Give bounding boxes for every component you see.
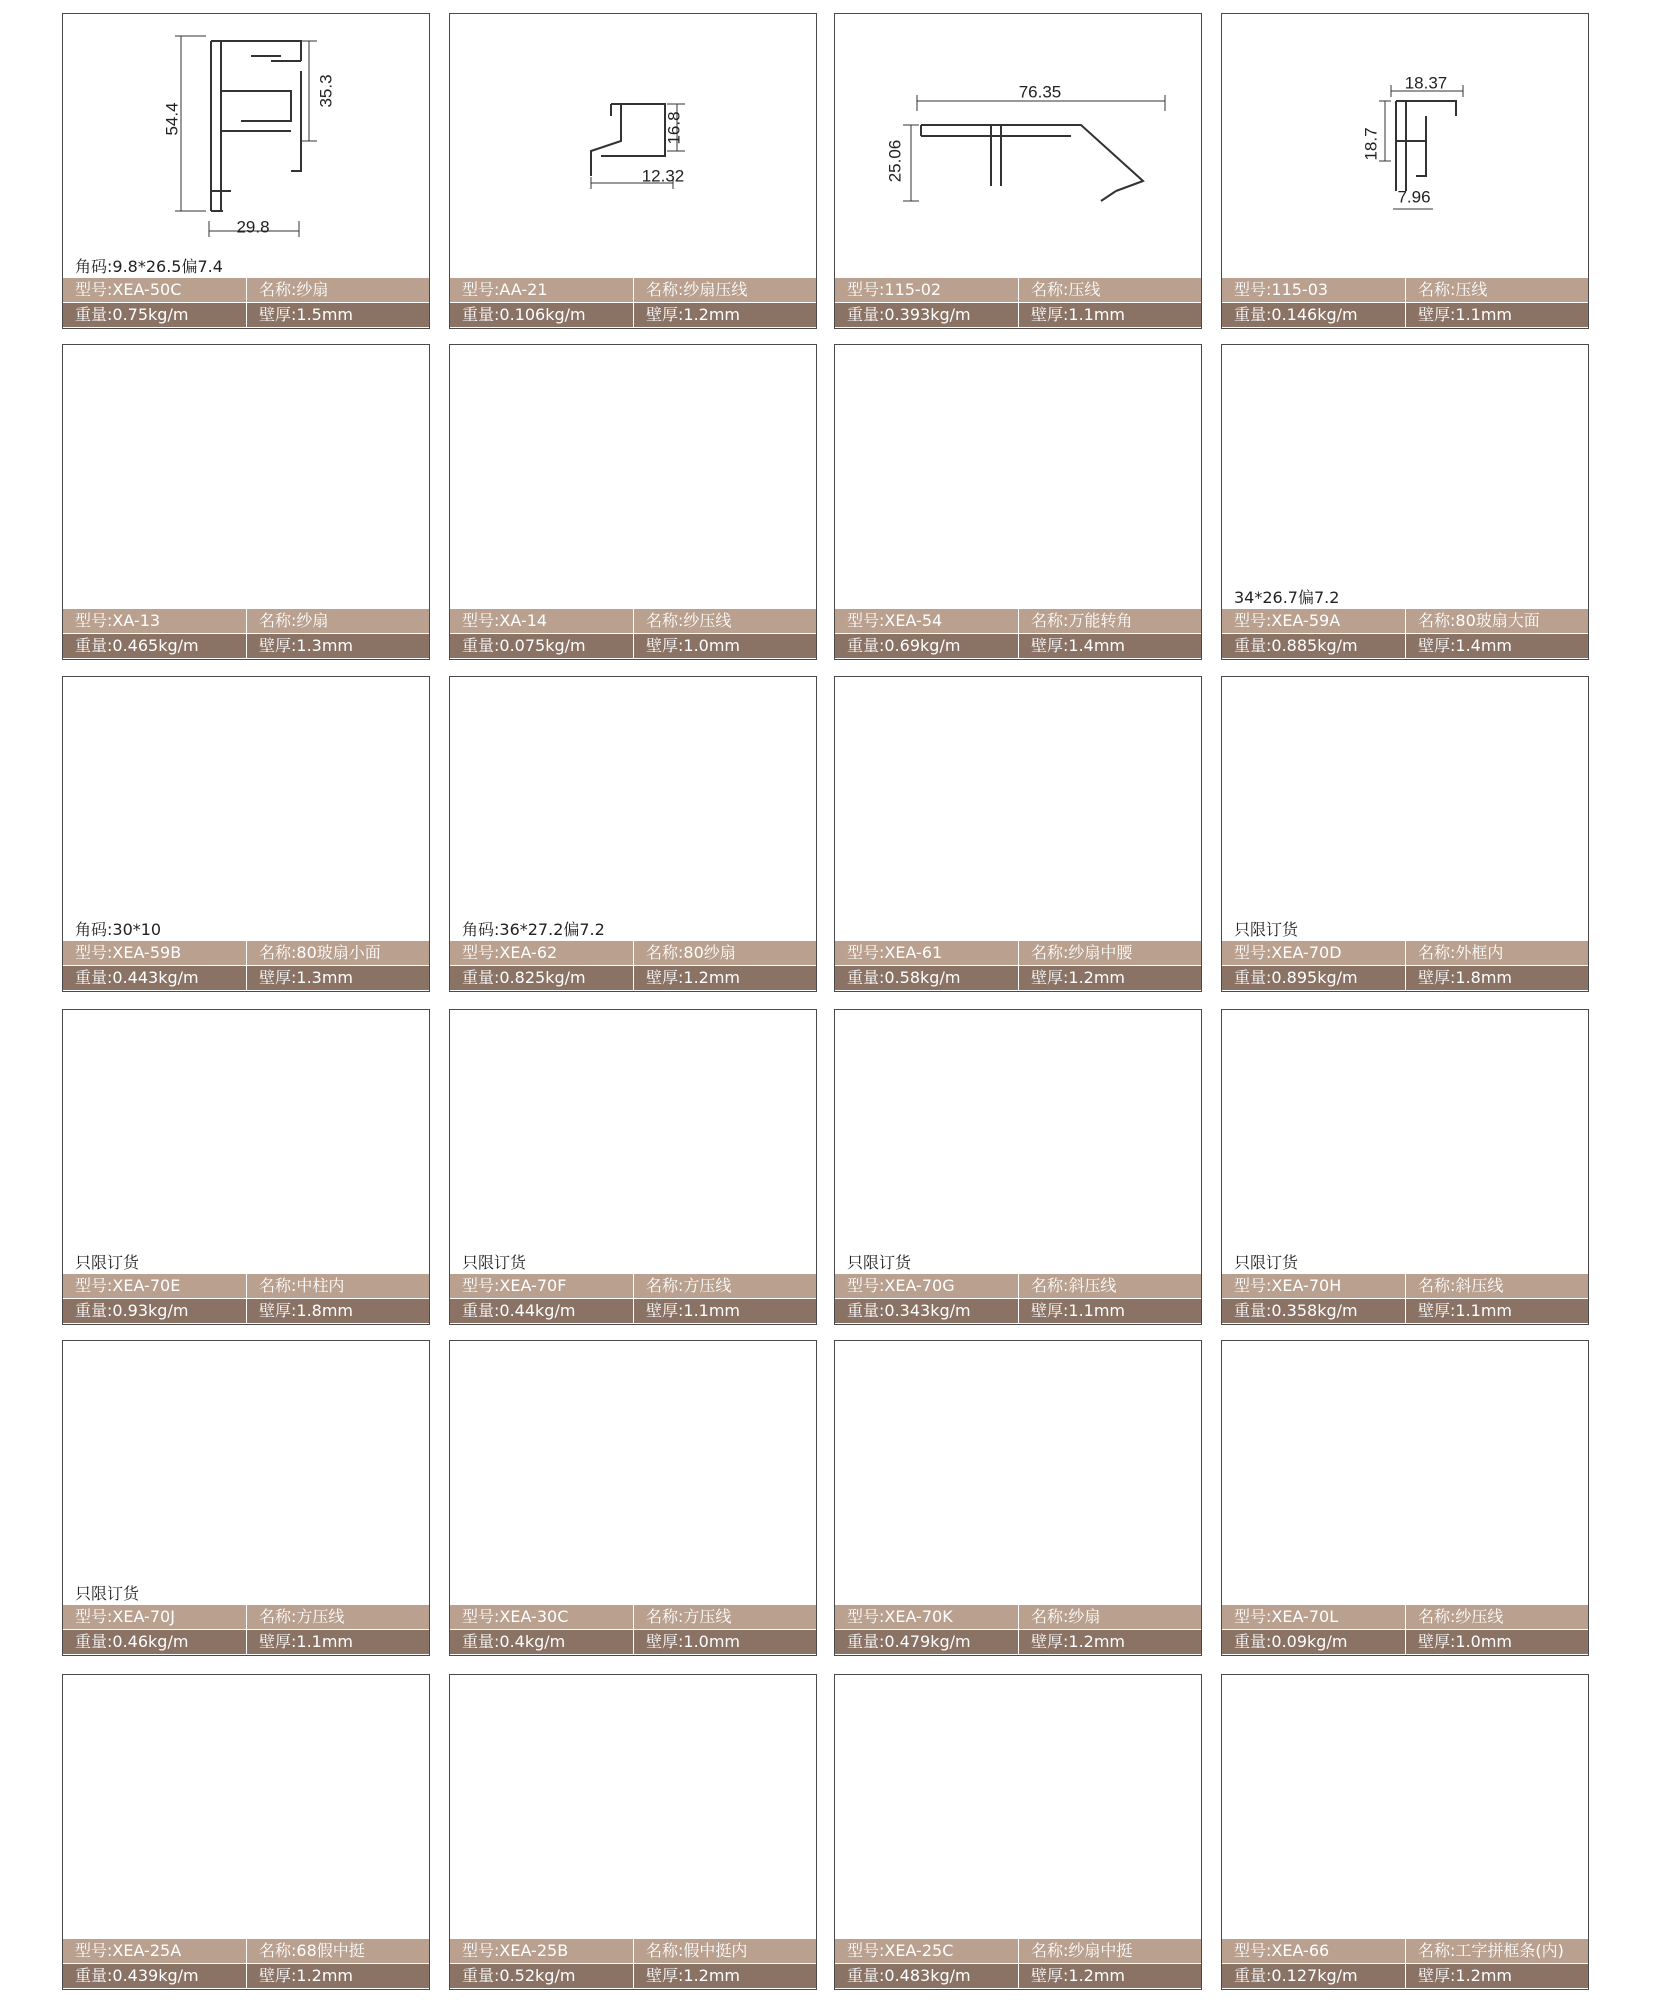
wall-thickness: 壁厚:1.1mm bbox=[1405, 303, 1588, 327]
weight-value: 重量:0.46kg/m bbox=[75, 1632, 189, 1651]
profile-name: 名称:纱扇中腰 bbox=[1018, 941, 1201, 965]
weight-value: 重量:0.358kg/m bbox=[1234, 1301, 1358, 1320]
info-row-weight bbox=[835, 1630, 1201, 1654]
profile-drawing bbox=[1222, 345, 1587, 609]
profile-card bbox=[1221, 1009, 1589, 1325]
dimension-label: 35.3 bbox=[316, 74, 336, 108]
profile-name: 名称:纱扇 bbox=[246, 278, 429, 302]
model-number: 型号:XEA-70E bbox=[75, 1276, 181, 1295]
info-row-weight bbox=[1222, 1299, 1588, 1323]
wall-thickness: 壁厚:1.0mm bbox=[633, 634, 816, 658]
profile-drawing bbox=[63, 14, 428, 278]
profile-name: 名称:压线 bbox=[1405, 278, 1588, 302]
profile-name: 名称:方压线 bbox=[633, 1274, 816, 1298]
profile-name: 名称:方压线 bbox=[633, 1605, 816, 1629]
profile-drawing bbox=[1222, 1341, 1587, 1605]
profile-drawing bbox=[450, 1010, 815, 1274]
model-number: 型号:XA-14 bbox=[462, 611, 548, 630]
wall-thickness: 壁厚:1.1mm bbox=[1018, 1299, 1201, 1323]
profile-name: 名称:纱扇 bbox=[1018, 1605, 1201, 1629]
info-row-weight bbox=[450, 1299, 816, 1323]
weight-value: 重量:0.106kg/m bbox=[462, 305, 586, 324]
dimension-label: 29.8 bbox=[236, 217, 270, 237]
note-text: 只限订货 bbox=[1234, 920, 1299, 939]
profile-card bbox=[834, 676, 1202, 992]
note-text: 角码:30*10 bbox=[75, 920, 162, 939]
info-row-weight bbox=[1222, 1630, 1588, 1654]
weight-value: 重量:0.69kg/m bbox=[847, 636, 961, 655]
profile-drawing bbox=[63, 1341, 428, 1605]
profile-drawing bbox=[835, 1341, 1200, 1605]
profile-name: 名称:方压线 bbox=[246, 1605, 429, 1629]
profile-card bbox=[834, 344, 1202, 660]
wall-thickness: 壁厚:1.1mm bbox=[633, 1299, 816, 1323]
note-text: 只限订货 bbox=[75, 1253, 140, 1272]
wall-thickness: 壁厚:1.8mm bbox=[1405, 966, 1588, 990]
info-row-model bbox=[835, 1939, 1201, 1963]
note-text: 角码:36*27.2偏7.2 bbox=[462, 920, 605, 939]
weight-value: 重量:0.146kg/m bbox=[1234, 305, 1358, 324]
info-row-model bbox=[1222, 1605, 1588, 1629]
profile-drawing bbox=[835, 345, 1200, 609]
info-row-model bbox=[835, 1605, 1201, 1629]
profile-drawing bbox=[1222, 1010, 1587, 1274]
model-number: 型号:XEA-62 bbox=[462, 943, 558, 962]
profile-card bbox=[449, 1340, 817, 1656]
profile-drawing bbox=[450, 1675, 815, 1939]
model-number: 型号:XEA-25B bbox=[462, 1941, 569, 1960]
info-row-weight bbox=[450, 1964, 816, 1988]
weight-value: 重量:0.439kg/m bbox=[75, 1966, 199, 1985]
wall-thickness: 壁厚:1.2mm bbox=[633, 303, 816, 327]
info-row-model bbox=[63, 1274, 429, 1298]
profile-name: 名称:纱压线 bbox=[633, 609, 816, 633]
profile-drawing bbox=[63, 677, 428, 941]
info-row-model bbox=[63, 1605, 429, 1629]
model-number: 型号:XEA-70J bbox=[75, 1607, 175, 1626]
info-row-model bbox=[1222, 941, 1588, 965]
info-row-weight bbox=[63, 634, 429, 658]
model-number: 型号:AA-21 bbox=[462, 280, 548, 299]
profile-card bbox=[62, 676, 430, 992]
wall-thickness: 壁厚:1.0mm bbox=[1405, 1630, 1588, 1654]
profile-card bbox=[1221, 676, 1589, 992]
dimension-label: 16.8 bbox=[664, 111, 684, 145]
wall-thickness: 壁厚:1.1mm bbox=[1018, 303, 1201, 327]
model-number: 型号:XEA-30C bbox=[462, 1607, 569, 1626]
weight-value: 重量:0.483kg/m bbox=[847, 1966, 971, 1985]
info-row-weight bbox=[450, 634, 816, 658]
wall-thickness: 壁厚:1.2mm bbox=[633, 966, 816, 990]
dimension-label: 18.7 bbox=[1361, 127, 1381, 161]
wall-thickness: 壁厚:1.1mm bbox=[1405, 1299, 1588, 1323]
info-row-model bbox=[63, 609, 429, 633]
wall-thickness: 壁厚:1.3mm bbox=[246, 634, 429, 658]
weight-value: 重量:0.75kg/m bbox=[75, 305, 189, 324]
profile-card bbox=[834, 1674, 1202, 1990]
info-row-model bbox=[1222, 1939, 1588, 1963]
profile-name: 名称:斜压线 bbox=[1405, 1274, 1588, 1298]
note-text: 只限订货 bbox=[462, 1253, 527, 1272]
info-row-model bbox=[1222, 609, 1588, 633]
model-number: 型号:XEA-70K bbox=[847, 1607, 953, 1626]
profile-drawing bbox=[450, 345, 815, 609]
wall-thickness: 壁厚:1.4mm bbox=[1018, 634, 1201, 658]
wall-thickness: 壁厚:1.0mm bbox=[633, 1630, 816, 1654]
info-row-model bbox=[835, 1274, 1201, 1298]
profile-drawing bbox=[835, 1675, 1200, 1939]
model-number: 型号:XEA-25A bbox=[75, 1941, 182, 1960]
profile-card bbox=[834, 13, 1202, 329]
info-row-model bbox=[63, 941, 429, 965]
profile-card bbox=[1221, 344, 1589, 660]
profile-drawing bbox=[1222, 1675, 1587, 1939]
wall-thickness: 壁厚:1.4mm bbox=[1405, 634, 1588, 658]
profile-name: 名称:压线 bbox=[1018, 278, 1201, 302]
profile-name: 名称:纱压线 bbox=[1405, 1605, 1588, 1629]
info-row-weight bbox=[63, 1630, 429, 1654]
info-row-weight bbox=[450, 1630, 816, 1654]
model-number: 型号:XEA-70H bbox=[1234, 1276, 1342, 1295]
info-row-weight bbox=[835, 1964, 1201, 1988]
wall-thickness: 壁厚:1.3mm bbox=[246, 966, 429, 990]
info-row-weight bbox=[1222, 966, 1588, 990]
profile-name: 名称:斜压线 bbox=[1018, 1274, 1201, 1298]
model-number: 型号:115-03 bbox=[1234, 280, 1329, 299]
profile-drawing bbox=[63, 1675, 428, 1939]
info-row-model bbox=[450, 1274, 816, 1298]
profile-drawing bbox=[835, 14, 1200, 278]
model-number: 型号:XEA-70D bbox=[1234, 943, 1342, 962]
info-row-model bbox=[450, 1939, 816, 1963]
note-text: 34*26.7偏7.2 bbox=[1234, 588, 1340, 607]
model-number: 型号:XEA-70G bbox=[847, 1276, 955, 1295]
wall-thickness: 壁厚:1.2mm bbox=[1405, 1964, 1588, 1988]
profile-name: 名称:80玻扇小面 bbox=[246, 941, 429, 965]
profile-name: 名称:80纱扇 bbox=[633, 941, 816, 965]
weight-value: 重量:0.443kg/m bbox=[75, 968, 199, 987]
info-row-model bbox=[450, 278, 816, 302]
profile-card bbox=[449, 676, 817, 992]
profile-name: 名称:纱扇 bbox=[246, 609, 429, 633]
info-row-weight bbox=[835, 634, 1201, 658]
note-text: 只限订货 bbox=[847, 1253, 912, 1272]
profile-name: 名称:工字拼框条(内) bbox=[1405, 1939, 1588, 1963]
info-row-model bbox=[835, 278, 1201, 302]
profile-card bbox=[62, 1009, 430, 1325]
model-number: 型号:XEA-59B bbox=[75, 943, 182, 962]
profile-drawing bbox=[63, 345, 428, 609]
dimension-label: 54.4 bbox=[162, 102, 182, 136]
weight-value: 重量:0.4kg/m bbox=[462, 1632, 566, 1651]
note-text: 只限订货 bbox=[75, 1584, 140, 1603]
profile-drawing bbox=[1222, 677, 1587, 941]
wall-thickness: 壁厚:1.2mm bbox=[1018, 1964, 1201, 1988]
info-row-model bbox=[450, 1605, 816, 1629]
model-number: 型号:XA-13 bbox=[75, 611, 161, 630]
info-row-model bbox=[1222, 1274, 1588, 1298]
profile-card bbox=[834, 1009, 1202, 1325]
profile-card bbox=[449, 1009, 817, 1325]
profile-card bbox=[1221, 1674, 1589, 1990]
weight-value: 重量:0.895kg/m bbox=[1234, 968, 1358, 987]
info-row-model bbox=[450, 609, 816, 633]
info-row-model bbox=[835, 941, 1201, 965]
model-number: 型号:XEA-70F bbox=[462, 1276, 567, 1295]
weight-value: 重量:0.465kg/m bbox=[75, 636, 199, 655]
model-number: 型号:XEA-25C bbox=[847, 1941, 954, 1960]
info-row-weight bbox=[1222, 634, 1588, 658]
profile-drawing bbox=[835, 1010, 1200, 1274]
weight-value: 重量:0.52kg/m bbox=[462, 1966, 576, 1985]
model-number: 型号:XEA-66 bbox=[1234, 1941, 1330, 1960]
info-row-model bbox=[835, 609, 1201, 633]
profile-card bbox=[1221, 1340, 1589, 1656]
info-row-model bbox=[63, 278, 429, 302]
profile-name: 名称:外框内 bbox=[1405, 941, 1588, 965]
profile-drawing bbox=[835, 677, 1200, 941]
info-row-weight bbox=[63, 1964, 429, 1988]
profile-name: 名称:80玻扇大面 bbox=[1405, 609, 1588, 633]
profile-name: 名称:假中挺内 bbox=[633, 1939, 816, 1963]
model-number: 型号:XEA-50C bbox=[75, 280, 182, 299]
note-text: 角码:9.8*26.5偏7.4 bbox=[75, 257, 223, 276]
profile-drawing bbox=[450, 677, 815, 941]
wall-thickness: 壁厚:1.2mm bbox=[246, 1964, 429, 1988]
profile-name: 名称:68假中挺 bbox=[246, 1939, 429, 1963]
model-number: 型号:XEA-61 bbox=[847, 943, 943, 962]
dimension-label: 7.96 bbox=[1397, 187, 1431, 207]
wall-thickness: 壁厚:1.1mm bbox=[246, 1630, 429, 1654]
info-row-model bbox=[63, 1939, 429, 1963]
weight-value: 重量:0.479kg/m bbox=[847, 1632, 971, 1651]
weight-value: 重量:0.393kg/m bbox=[847, 305, 971, 324]
profile-card bbox=[62, 344, 430, 660]
info-row-weight bbox=[450, 303, 816, 327]
info-row-weight bbox=[835, 966, 1201, 990]
weight-value: 重量:0.343kg/m bbox=[847, 1301, 971, 1320]
profile-name: 名称:纱扇中挺 bbox=[1018, 1939, 1201, 1963]
profile-card bbox=[449, 13, 817, 329]
weight-value: 重量:0.44kg/m bbox=[462, 1301, 576, 1320]
profile-card bbox=[1221, 13, 1589, 329]
dimension-label: 25.06 bbox=[885, 139, 905, 183]
profile-card bbox=[834, 1340, 1202, 1656]
info-row-weight bbox=[450, 966, 816, 990]
profile-drawing bbox=[1222, 14, 1587, 278]
profile-drawing bbox=[450, 1341, 815, 1605]
model-number: 型号:XEA-54 bbox=[847, 611, 943, 630]
model-number: 型号:XEA-70L bbox=[1234, 1607, 1339, 1626]
profile-name: 名称:万能转角 bbox=[1018, 609, 1201, 633]
weight-value: 重量:0.09kg/m bbox=[1234, 1632, 1348, 1651]
profile-card bbox=[62, 1340, 430, 1656]
wall-thickness: 壁厚:1.8mm bbox=[246, 1299, 429, 1323]
info-row-model bbox=[450, 941, 816, 965]
weight-value: 重量:0.075kg/m bbox=[462, 636, 586, 655]
weight-value: 重量:0.58kg/m bbox=[847, 968, 961, 987]
info-row-weight bbox=[63, 1299, 429, 1323]
profile-drawing bbox=[63, 1010, 428, 1274]
weight-value: 重量:0.127kg/m bbox=[1234, 1966, 1358, 1985]
weight-value: 重量:0.885kg/m bbox=[1234, 636, 1358, 655]
wall-thickness: 壁厚:1.2mm bbox=[633, 1964, 816, 1988]
info-row-weight bbox=[1222, 303, 1588, 327]
weight-value: 重量:0.93kg/m bbox=[75, 1301, 189, 1320]
dimension-label: 76.35 bbox=[1018, 82, 1062, 102]
info-row-weight bbox=[63, 966, 429, 990]
model-number: 型号:115-02 bbox=[847, 280, 942, 299]
profile-card bbox=[62, 1674, 430, 1990]
wall-thickness: 壁厚:1.5mm bbox=[246, 303, 429, 327]
profile-card bbox=[449, 1674, 817, 1990]
dimension-label: 12.32 bbox=[641, 166, 685, 186]
profile-drawing bbox=[450, 14, 815, 278]
profile-card bbox=[449, 344, 817, 660]
info-row-weight bbox=[835, 1299, 1201, 1323]
profile-name: 名称:中柱内 bbox=[246, 1274, 429, 1298]
dimension-label: 18.37 bbox=[1404, 73, 1448, 93]
info-row-weight bbox=[1222, 1964, 1588, 1988]
profile-name: 名称:纱扇压线 bbox=[633, 278, 816, 302]
profile-card bbox=[62, 13, 430, 329]
info-row-model bbox=[1222, 278, 1588, 302]
info-row-weight bbox=[835, 303, 1201, 327]
model-number: 型号:XEA-59A bbox=[1234, 611, 1341, 630]
info-row-weight bbox=[63, 303, 429, 327]
weight-value: 重量:0.825kg/m bbox=[462, 968, 586, 987]
note-text: 只限订货 bbox=[1234, 1253, 1299, 1272]
wall-thickness: 壁厚:1.2mm bbox=[1018, 966, 1201, 990]
wall-thickness: 壁厚:1.2mm bbox=[1018, 1630, 1201, 1654]
